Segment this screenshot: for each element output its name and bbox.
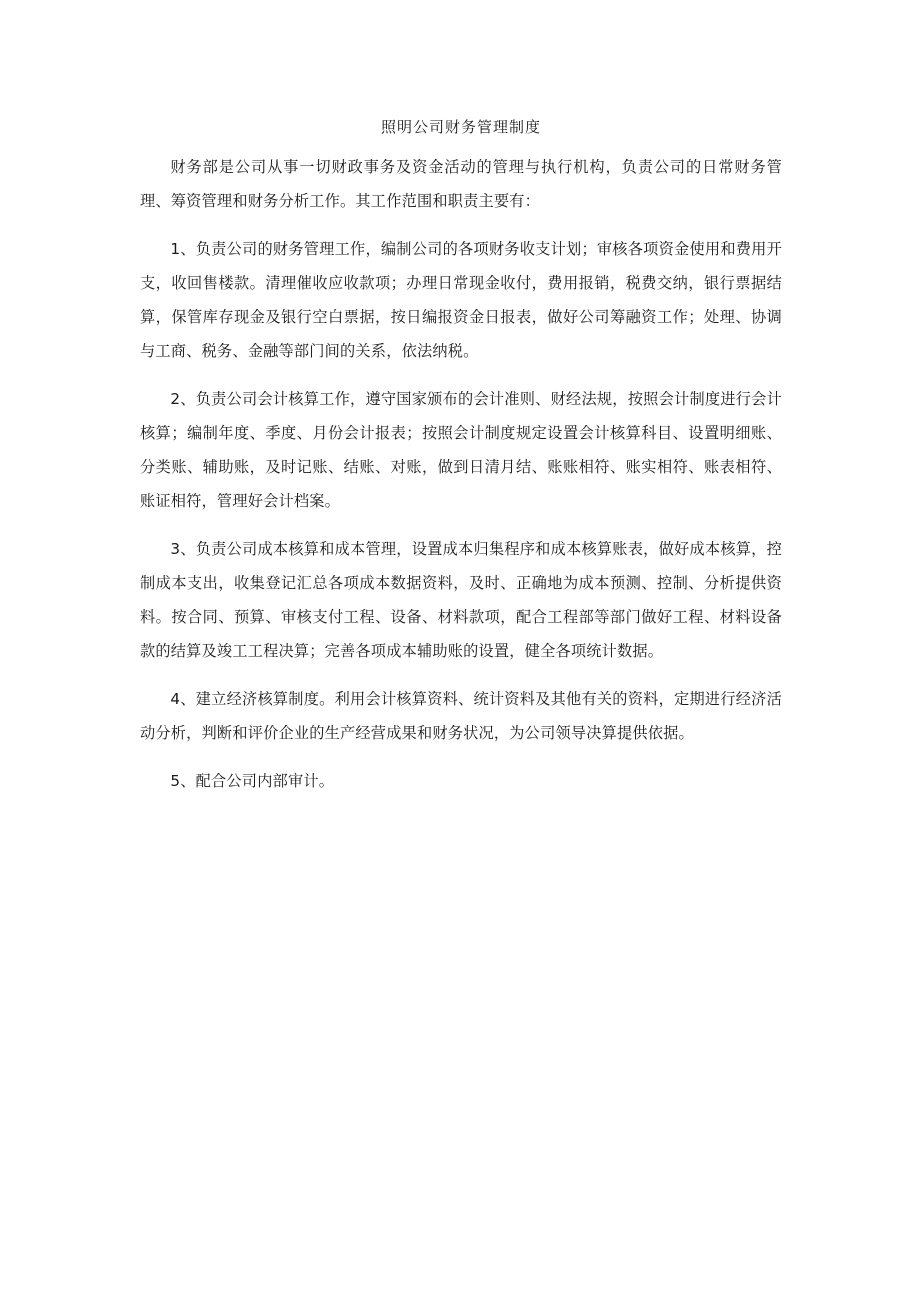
document-title: 照明公司财务管理制度 bbox=[380, 118, 541, 136]
duty-paragraph-3: 3、负责公司成本核算和成本管理，设置成本归集程序和成本核算账表，做好成本核算，控制成本支出，收集登记汇总各项成本数据资料，及时、正确地为成本预测、控制、分析提供资料。按合同、预算、审核支付工程、设备、材料款项，配合工程部等部门做好工程、材料设备款的结算及竣工工程决算；完善各项成本辅助账的设置，健全各项统计数据。 bbox=[140, 540, 782, 660]
duty-paragraph-4: 4、建立经济核算制度。利用会计核算资料、统计资料及其他有关的资料，定期进行经济活动分析，判断和评价企业的生产经营成果和财务状况，为公司领导决算提供依据。 bbox=[140, 690, 782, 742]
duty-paragraph-2: 2、负责公司会计核算工作，遵守国家颁布的会计准则、财经法规，按照会计制度进行会计核算；编制年度、季度、月份会计报表；按照会计制度规定设置会计核算科目、设置明细账、分类账、辅助账，及时记账、结账、对账，做到日清月结、账账相符、账实相符、账表相符、账证相符，管理好会计档案。 bbox=[140, 390, 782, 510]
document-body bbox=[140, 114, 782, 812]
duty-paragraph-5: 5、配合公司内部审计。 bbox=[170, 772, 335, 790]
duty-paragraph-1: 1、负责公司的财务管理工作，编制公司的各项财务收支计划；审核各项资金使用和费用开支，收回售楼款。清理催收应收款项；办理日常现金收付，费用报销，税费交纳，银行票据结算，保管库存现金及银行空白票据，按日编报资金日报表，做好公司筹融资工作；处理、协调与工商、税务、金融等部门间的关系，依法纳税。 bbox=[140, 240, 782, 360]
intro-paragraph: 财务部是公司从事一切财政事务及资金活动的管理与执行机构，负责公司的日常财务管理、筹资管理和财务分析工作。其工作范围和职责主要有： bbox=[140, 158, 782, 210]
